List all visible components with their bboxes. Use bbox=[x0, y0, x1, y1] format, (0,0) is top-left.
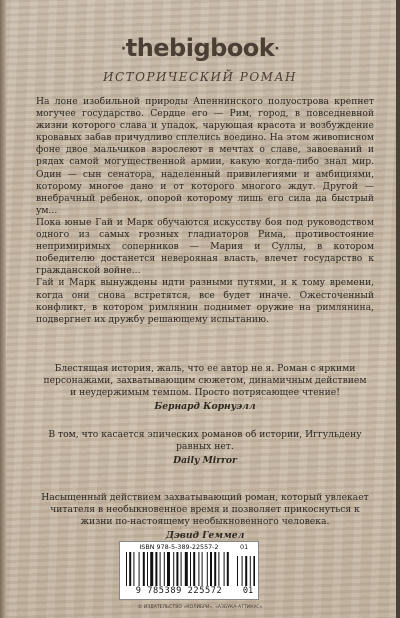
barcode-bar bbox=[224, 552, 225, 586]
barcode-bar bbox=[242, 556, 243, 586]
review-quote bbox=[40, 492, 370, 542]
publisher-logo bbox=[0, 34, 400, 62]
barcode-bar bbox=[237, 556, 238, 586]
barcode-bar bbox=[253, 556, 255, 586]
barcode-bar bbox=[126, 552, 127, 586]
review-quote bbox=[40, 363, 370, 413]
isbn-addon-label: 01 bbox=[240, 543, 249, 551]
barcode-bar bbox=[250, 556, 251, 586]
barcode-addon-bars bbox=[237, 552, 255, 586]
quote-author: Daily Mirror bbox=[173, 455, 237, 466]
barcode-bar bbox=[143, 552, 145, 586]
barcode-bar bbox=[218, 552, 219, 586]
barcode-bar bbox=[245, 556, 247, 586]
barcode-bar bbox=[214, 552, 216, 586]
isbn-label: ISBN 978-5-389-22557-2 bbox=[139, 543, 219, 551]
cover-edge bbox=[396, 0, 400, 618]
barcode-bar bbox=[155, 552, 157, 586]
barcode-bar bbox=[150, 552, 153, 586]
series-subtitle: ИСТОРИЧЕСКИЙ РОМАН bbox=[102, 70, 298, 84]
barcode-bar bbox=[193, 552, 195, 586]
barcode-bars bbox=[126, 552, 232, 586]
annotation-paragraph: Пока юные Гай и Марк обучаются искусству боя под руководством одного из самых грозных гладиаторов Рима, противостояние непримиримых соперников — Мария и Суллы, в котором победителю достанется неверояная власть, влечет государство к гражданской войне... bbox=[36, 216, 374, 277]
annotation-paragraph: Гай и Марк вынуждены идти разными путями, и к тому времени, когда они снова встретятся, все будет иначе. Ожесточенный конфликт, в котором римлянин поднимет оружие на римлянина, подвергнет их дружбу решающему испытанию. bbox=[36, 277, 374, 325]
quote-author: Дэвид Геммел bbox=[165, 530, 245, 541]
logo-text: thebigbook bbox=[125, 34, 275, 62]
spine-edge bbox=[0, 0, 6, 618]
isbn-barcode bbox=[119, 541, 259, 600]
quote-text: В том, что касается эпических романов об истории, Иггульдену равных нет. bbox=[48, 429, 362, 452]
barcode-bar bbox=[207, 552, 208, 586]
barcode-bar bbox=[129, 552, 131, 586]
barcode-bar bbox=[160, 552, 161, 586]
copyright-line: © ИЗДАТЕЛЬСТВО «КОЛИБРИ», «АЗБУКА-АТТИКУС» bbox=[137, 605, 263, 610]
barcode-bar bbox=[185, 552, 188, 586]
barcode-bar bbox=[202, 552, 203, 586]
quote-text: Блестящая история, жаль, что ее автор не я. Роман с яркими персонажами, захватывающим сюжетом, динамичным действием и неудержимым темпом. Просто потрясающее чтение! bbox=[43, 363, 367, 398]
barcode-addon-number: 01 bbox=[242, 586, 254, 596]
quote-author: Бернард Корнуэлл bbox=[154, 401, 256, 412]
barcode-bar bbox=[167, 552, 170, 586]
review-quote bbox=[40, 429, 370, 467]
barcode-bar bbox=[210, 552, 212, 586]
barcode-bar bbox=[181, 552, 182, 586]
barcode-bar bbox=[147, 552, 148, 586]
barcode-bar bbox=[164, 552, 165, 586]
barcode-bar bbox=[173, 552, 174, 586]
barcode-bar bbox=[139, 552, 140, 586]
barcode-bar bbox=[176, 552, 178, 586]
barcode-bar bbox=[190, 552, 191, 586]
barcode-bar bbox=[198, 552, 199, 586]
quote-text: Насыщенный действием захватывающий роман, который увлекает читателя в необыкновенное время и позволяет прикоснуться к жизни по-настоящему необыкновенного человека. bbox=[41, 492, 369, 527]
book-annotation bbox=[36, 96, 374, 326]
logo-dot-left: · bbox=[120, 41, 126, 57]
logo-dot-right: · bbox=[274, 41, 280, 57]
barcode-bar bbox=[133, 552, 134, 586]
barcode-number: 9 785389 225572 bbox=[135, 586, 223, 596]
annotation-paragraph: На лоне изобильной природы Апеннинского полуострова крепнет могучее государство. Сердце его — Рим, город, в повседневной жизни которого слава и упадок, чарующая красота и возбуждение кровавых забав причудливо сплелись воедино. На этом живописном фоне двое мальчиков взрослеют в мечтах о славе, завоеваний и рядах самой могущественной армии, какую когда-либо знал мир. Один — сын сенатора, наделенный привилегиями и амбициями, которому многое дано и от которого многого ждут. Другой — внебрачный ребенок, опорой которому лишь его сила да быстрый ум... bbox=[36, 96, 374, 216]
barcode-bar bbox=[227, 552, 229, 586]
